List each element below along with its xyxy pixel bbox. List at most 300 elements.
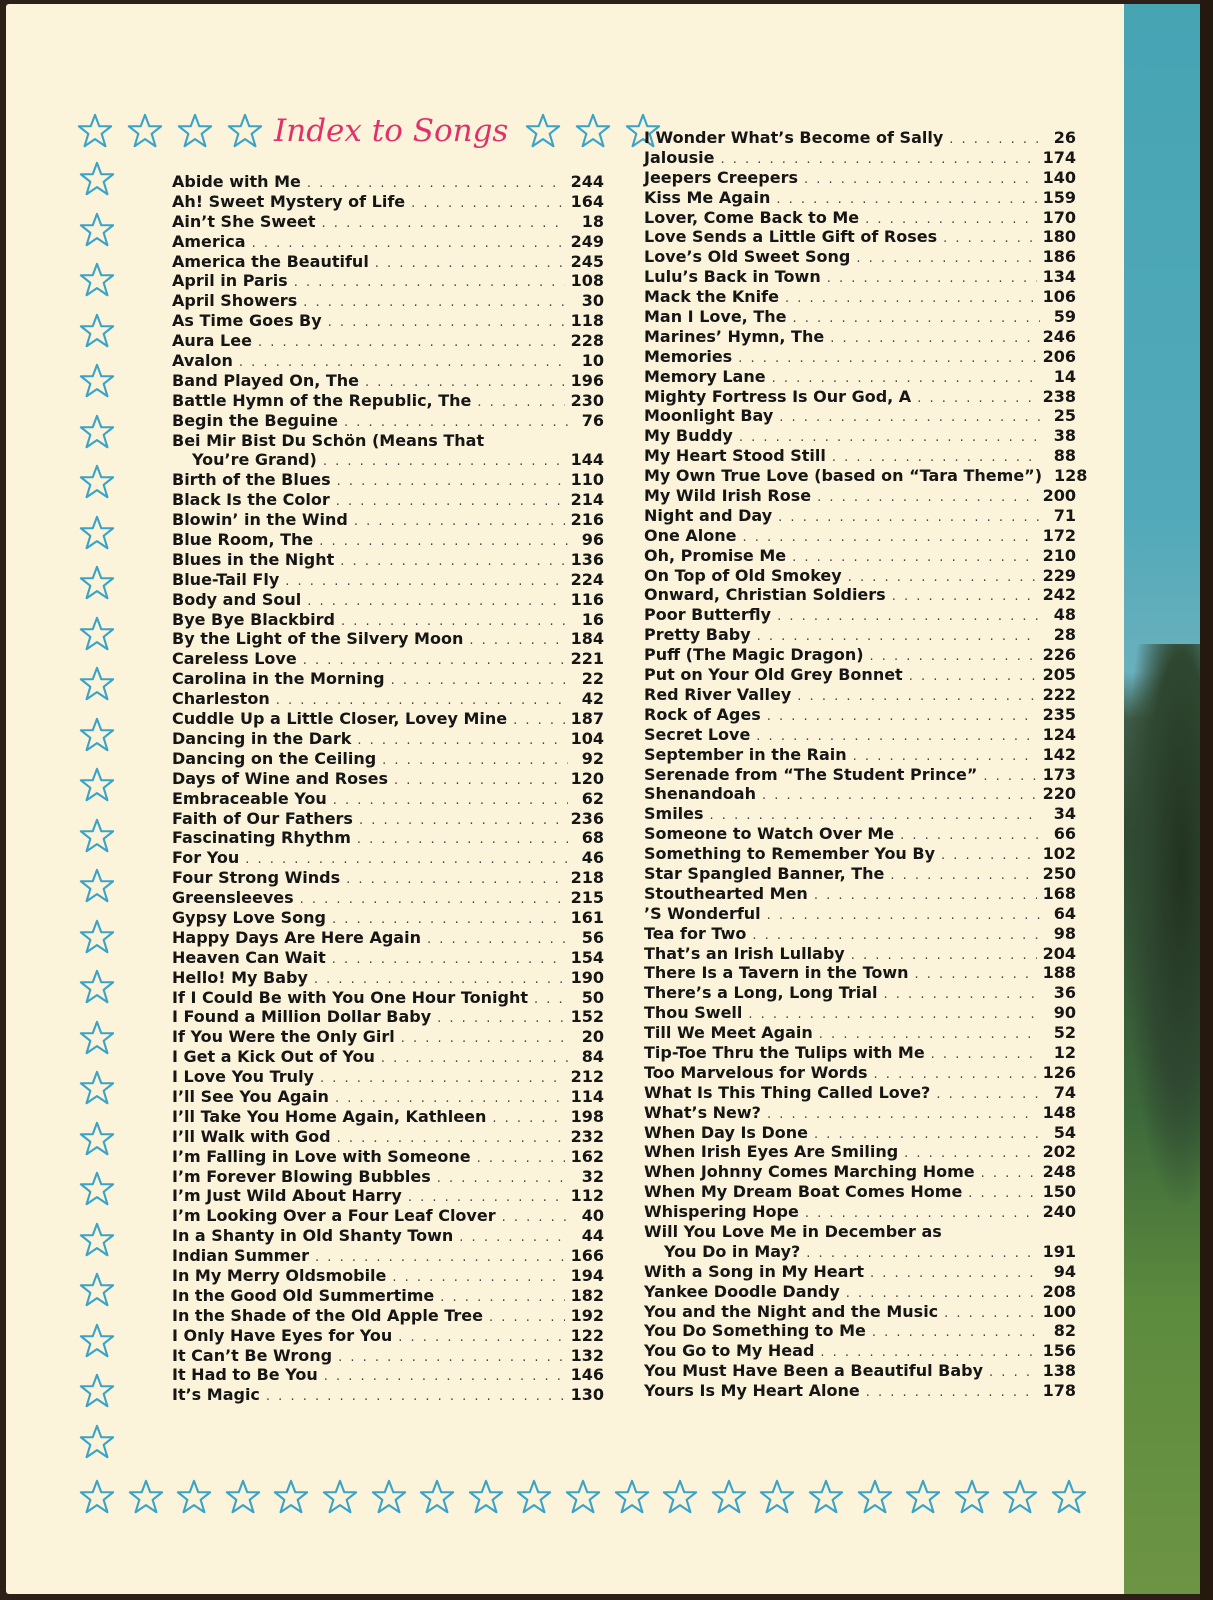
index-entry	[644, 1123, 1076, 1143]
song-title: Kiss Me Again	[644, 187, 771, 207]
index-entry	[172, 1246, 604, 1266]
song-title: On Top of Old Smokey	[644, 565, 842, 585]
song-title: Avalon	[172, 351, 233, 371]
index-entry	[644, 1023, 1076, 1043]
page-number: 146	[570, 1365, 604, 1385]
page-number: 124	[1042, 724, 1076, 744]
index-entry	[172, 769, 604, 789]
index-entry	[172, 1365, 604, 1385]
star-icon	[524, 112, 562, 150]
song-title: Lover, Come Back to Me	[644, 207, 860, 227]
dot-leader	[357, 731, 564, 751]
song-title: Put on Your Old Grey Bonnet	[644, 665, 903, 685]
song-title: Night and Day	[644, 505, 773, 525]
index-entry	[172, 570, 604, 590]
page-number: 240	[1042, 1202, 1076, 1222]
page-number: 98	[1053, 923, 1076, 943]
index-entry	[172, 1326, 604, 1346]
dot-leader	[357, 830, 568, 850]
page-number: 248	[1042, 1162, 1076, 1182]
page-number: 142	[1042, 744, 1076, 764]
index-entry	[172, 1027, 604, 1047]
song-title: Oh, Promise Me	[644, 545, 787, 565]
index-entry	[644, 665, 1076, 685]
index-entry	[172, 192, 604, 212]
page-number: 138	[1042, 1361, 1076, 1381]
dot-leader	[943, 229, 1036, 249]
star-icon	[78, 665, 116, 703]
song-title: I’m Looking Over a Four Leaf Clover	[172, 1206, 496, 1226]
page-number: 218	[570, 868, 604, 888]
song-title: Love Sends a Little Gift of Roses	[644, 227, 938, 247]
page-number: 154	[570, 947, 604, 967]
page-number: 68	[581, 828, 604, 848]
star-icon	[467, 1478, 505, 1516]
page-number: 150	[1042, 1182, 1076, 1202]
star-icon	[78, 1271, 116, 1309]
index-entry	[172, 411, 604, 431]
index-entry	[644, 1142, 1076, 1162]
page-number: 36	[1053, 983, 1076, 1003]
song-title: Puff (The Magic Dragon)	[644, 645, 864, 665]
song-title: Bei Mir Bist Du Schön (Means That	[172, 430, 485, 450]
page-number: 136	[570, 549, 604, 569]
index-entry	[172, 1007, 604, 1027]
dot-leader	[398, 1328, 564, 1348]
page-number: 191	[1042, 1241, 1076, 1261]
song-title: My Own True Love (based on “Tara Theme”)	[644, 466, 1043, 486]
index-entry	[644, 367, 1076, 387]
page-number: 194	[570, 1265, 604, 1285]
index-entry	[644, 1063, 1076, 1083]
dot-leader	[944, 1304, 1036, 1324]
page-number: 187	[570, 709, 604, 729]
index-entry	[172, 291, 604, 311]
dot-leader	[502, 1208, 568, 1228]
page-number: 110	[570, 470, 604, 490]
page-number: 52	[1053, 1023, 1076, 1043]
dot-leader	[856, 249, 1036, 269]
bottom-star-border	[78, 1478, 1118, 1518]
page-number: 182	[570, 1285, 604, 1305]
index-entry	[172, 789, 604, 809]
page-number: 38	[1053, 426, 1076, 446]
index-entry	[172, 709, 604, 729]
song-title: America the Beautiful	[172, 251, 369, 271]
dot-leader	[319, 532, 568, 552]
page-title: Index to Songs	[274, 113, 509, 149]
song-title: Gypsy Love Song	[172, 907, 326, 927]
song-title: Jeepers Creepers	[644, 167, 798, 187]
star-icon	[613, 1478, 651, 1516]
page-number: 200	[1042, 486, 1076, 506]
index-entry	[172, 450, 604, 470]
dot-leader	[890, 866, 1036, 886]
page-number: 71	[1053, 505, 1076, 525]
page-number: 180	[1042, 227, 1076, 247]
index-page	[6, 4, 1206, 1594]
page-number: 122	[570, 1325, 604, 1345]
dot-leader	[936, 1085, 1040, 1105]
song-title: Tip-Toe Thru the Tulips with Me	[644, 1042, 925, 1062]
index-entry	[644, 1282, 1076, 1302]
index-entry	[644, 1242, 1076, 1262]
song-title: Thou Swell	[644, 1003, 743, 1023]
page-number: 30	[581, 291, 604, 311]
left-star-border	[78, 160, 118, 1480]
index-entry	[172, 1087, 604, 1107]
dot-leader	[785, 289, 1037, 309]
page-number: 215	[570, 888, 604, 908]
star-icon	[126, 112, 164, 150]
index-entry	[172, 590, 604, 610]
index-entry	[644, 506, 1076, 526]
page-number: 238	[1042, 386, 1076, 406]
page-number: 205	[1042, 665, 1076, 685]
song-title: In the Shade of the Old Apple Tree	[172, 1305, 483, 1325]
page-number: 204	[1042, 943, 1076, 963]
song-title: Rock of Ages	[644, 704, 761, 724]
star-icon	[807, 1478, 845, 1516]
star-icon	[78, 1120, 116, 1158]
index-entry	[172, 1167, 604, 1187]
song-title: Too Marvelous for Words	[644, 1062, 868, 1082]
star-icon	[78, 1372, 116, 1410]
index-entry	[644, 387, 1076, 407]
dot-leader	[294, 273, 565, 293]
index-entry	[644, 566, 1076, 586]
index-entry	[644, 983, 1076, 1003]
page-number: 166	[570, 1246, 604, 1266]
dot-leader	[870, 1264, 1040, 1284]
song-title: September in the Rain	[644, 744, 847, 764]
dot-leader	[513, 711, 564, 731]
index-entry	[644, 824, 1076, 844]
index-entry	[172, 669, 604, 689]
song-title: If I Could Be with You One Hour Tonight	[172, 987, 528, 1007]
dot-leader	[767, 906, 1040, 926]
index-entry	[644, 148, 1076, 168]
dot-leader	[469, 631, 564, 651]
star-icon	[78, 362, 116, 400]
dot-leader	[941, 846, 1037, 866]
song-title: I Get a Kick Out of You	[172, 1047, 375, 1067]
song-title: Shenandoah	[644, 784, 756, 804]
page-number: 221	[570, 649, 604, 669]
page-number: 210	[1042, 545, 1076, 565]
dot-leader	[866, 1383, 1037, 1403]
page-number: 214	[570, 490, 604, 510]
index-entry	[644, 526, 1076, 546]
song-title: Blues in the Night	[172, 549, 335, 569]
index-entry	[172, 1346, 604, 1366]
song-title: Black Is the Color	[172, 490, 330, 510]
song-title: Something to Remember You By	[644, 844, 936, 864]
index-entry	[172, 271, 604, 291]
index-entry	[172, 1047, 604, 1067]
index-entry	[172, 510, 604, 530]
song-title: Poor Butterfly	[644, 605, 772, 625]
page-number: 236	[570, 808, 604, 828]
page-number: 186	[1042, 247, 1076, 267]
dot-leader	[340, 552, 564, 572]
star-icon	[1050, 1478, 1088, 1516]
song-title: Ain’t She Sweet	[172, 211, 316, 231]
index-entry	[644, 725, 1076, 745]
page-number: 28	[1053, 625, 1076, 645]
index-entry	[644, 784, 1076, 804]
dot-leader	[346, 870, 565, 890]
song-title: Blue-Tail Fly	[172, 569, 280, 589]
index-entry	[172, 1107, 604, 1127]
page-number: 216	[570, 510, 604, 530]
song-title: For You	[172, 848, 240, 868]
index-entry	[644, 1182, 1076, 1202]
index-entry	[172, 431, 604, 451]
dot-leader	[778, 508, 1040, 528]
page-number: 235	[1042, 704, 1076, 724]
page-number: 249	[570, 231, 604, 251]
song-title: You Do Something to Me	[644, 1321, 866, 1341]
song-title: Serenade from “The Student Prince”	[644, 764, 978, 784]
index-entry	[644, 168, 1076, 188]
page-number: 120	[570, 768, 604, 788]
page-number: 40	[581, 1206, 604, 1226]
dot-leader	[477, 393, 564, 413]
index-entry	[644, 1043, 1076, 1063]
star-icon	[78, 1423, 116, 1461]
song-title: Carolina in the Morning	[172, 669, 385, 689]
star-icon	[1001, 1478, 1039, 1516]
song-title: Moonlight Bay	[644, 406, 774, 426]
star-icon	[78, 766, 116, 804]
dot-leader	[909, 667, 1037, 687]
song-title: As Time Goes By	[172, 311, 322, 331]
page-number: 66	[1053, 824, 1076, 844]
song-title: You and the Night and the Music	[644, 1301, 939, 1321]
index-entry	[172, 610, 604, 630]
song-title: Marines’ Hymn, The	[644, 326, 825, 346]
page-number: 94	[1053, 1261, 1076, 1281]
index-entry	[644, 1003, 1076, 1023]
index-entry	[172, 1226, 604, 1246]
star-icon	[78, 918, 116, 956]
page-number: 108	[570, 271, 604, 291]
page-number: 198	[570, 1106, 604, 1126]
dot-leader	[872, 1323, 1040, 1343]
song-title: I’m Forever Blowing Bubbles	[172, 1166, 431, 1186]
dot-leader	[338, 1348, 564, 1368]
dot-leader	[285, 572, 564, 592]
index-entry	[644, 247, 1076, 267]
dot-leader	[968, 1184, 1036, 1204]
dot-leader	[359, 811, 565, 831]
song-title: I’ll Take You Home Again, Kathleen	[172, 1106, 487, 1126]
star-icon	[175, 1478, 213, 1516]
index-entry	[172, 988, 604, 1008]
index-entry	[172, 928, 604, 948]
page-number: 229	[1042, 565, 1076, 585]
dot-leader	[381, 1049, 568, 1069]
page-number: 250	[1042, 863, 1076, 883]
page-number: 172	[1042, 525, 1076, 545]
dot-leader	[354, 512, 565, 532]
dot-leader	[884, 985, 1040, 1005]
page-number: 230	[570, 390, 604, 410]
index-entry	[172, 550, 604, 570]
dot-leader	[534, 990, 568, 1010]
song-title: Four Strong Winds	[172, 868, 341, 888]
index-entry	[644, 1381, 1076, 1401]
song-title: My Heart Stood Still	[644, 446, 826, 466]
song-title: Greensleeves	[172, 888, 294, 908]
page-number: 156	[1042, 1341, 1076, 1361]
dot-leader	[817, 488, 1037, 508]
song-title: Mighty Fortress Is Our God, A	[644, 386, 912, 406]
index-entry	[644, 1361, 1076, 1381]
song-title: Fascinating Rhythm	[172, 828, 351, 848]
song-title: In My Merry Oldsmobile	[172, 1265, 387, 1285]
dot-leader	[492, 1109, 564, 1129]
song-title: I Found a Million Dollar Baby	[172, 1007, 432, 1027]
song-title: Birth of the Blues	[172, 470, 331, 490]
dot-leader	[337, 472, 565, 492]
star-icon	[564, 1478, 602, 1516]
song-title: Yankee Doodle Dandy	[644, 1281, 840, 1301]
index-entry	[644, 307, 1076, 327]
page-number: 192	[570, 1305, 604, 1325]
dot-leader	[792, 309, 1040, 329]
dot-leader	[394, 771, 565, 791]
page-number: 148	[1042, 1102, 1076, 1122]
dot-leader	[489, 1308, 565, 1328]
page-number: 18	[581, 211, 604, 231]
song-title: I’ll See You Again	[172, 1086, 329, 1106]
dot-leader	[303, 293, 568, 313]
song-title: Till We Meet Again	[644, 1023, 813, 1043]
star-icon	[78, 261, 116, 299]
index-entry	[172, 252, 604, 272]
page-number: 202	[1042, 1142, 1076, 1162]
page-number: 244	[570, 172, 604, 191]
page-number: 74	[1053, 1082, 1076, 1102]
song-title: It’s Magic	[172, 1385, 260, 1405]
index-entry	[172, 649, 604, 669]
song-title: I Wonder What’s Become of Sally	[644, 128, 944, 147]
page-number: 26	[1053, 128, 1076, 147]
dot-leader	[437, 1009, 564, 1029]
index-entry	[644, 705, 1076, 725]
page-number: 134	[1042, 267, 1076, 287]
star-icon	[78, 716, 116, 754]
song-title: Happy Days Are Here Again	[172, 927, 421, 947]
dot-leader	[892, 587, 1037, 607]
star-icon	[321, 1478, 359, 1516]
index-entry	[644, 1162, 1076, 1182]
dot-leader	[983, 767, 1036, 787]
page-number: 190	[570, 967, 604, 987]
page-number: 242	[1042, 585, 1076, 605]
page-number: 104	[570, 728, 604, 748]
star-icon	[78, 1019, 116, 1057]
star-icon	[78, 1478, 116, 1516]
song-title: Blowin’ in the Wind	[172, 510, 348, 530]
index-entry	[172, 490, 604, 510]
star-icon	[78, 564, 116, 602]
star-icon	[78, 463, 116, 501]
index-entry	[172, 1266, 604, 1286]
dot-leader	[332, 950, 565, 970]
dot-leader	[989, 1363, 1037, 1383]
dot-leader	[477, 1149, 565, 1169]
index-entry	[644, 745, 1076, 765]
song-title: Red River Valley	[644, 684, 792, 704]
index-entry	[644, 347, 1076, 367]
star-icon	[418, 1478, 456, 1516]
song-title: It Can’t Be Wrong	[172, 1345, 333, 1365]
page-number: 54	[1053, 1122, 1076, 1142]
index-entry	[172, 371, 604, 391]
song-title: My Wild Irish Rose	[644, 486, 812, 506]
song-title: Careless Love	[172, 649, 297, 669]
star-icon	[224, 1478, 262, 1516]
dot-leader	[827, 269, 1037, 289]
song-title: Tea for Two	[644, 923, 747, 943]
song-title: Heaven Can Wait	[172, 947, 326, 967]
index-entry	[172, 848, 604, 868]
index-entry	[644, 963, 1076, 983]
song-list-left	[172, 172, 604, 1405]
page-number: 46	[581, 848, 604, 868]
title-row	[76, 108, 656, 154]
star-icon	[370, 1478, 408, 1516]
song-title: Jalousie	[644, 147, 715, 167]
index-entry	[644, 1202, 1076, 1222]
song-title: With a Song in My Heart	[644, 1261, 864, 1281]
index-entry	[172, 1186, 604, 1206]
index-entry	[172, 311, 604, 331]
song-title: You Do in May?	[664, 1241, 801, 1261]
page-number: 232	[570, 1126, 604, 1146]
index-entry	[644, 1083, 1076, 1103]
page-number: 82	[1053, 1321, 1076, 1341]
song-title: Stouthearted Men	[644, 883, 808, 903]
index-entry	[172, 948, 604, 968]
page-number: 222	[1042, 684, 1076, 704]
page-number: 220	[1042, 784, 1076, 804]
dot-leader	[779, 408, 1040, 428]
star-icon	[127, 1478, 165, 1516]
page-number: 144	[570, 450, 604, 470]
page-number: 22	[581, 669, 604, 689]
song-title: Aura Lee	[172, 331, 252, 351]
page-number: 62	[581, 788, 604, 808]
index-entry	[172, 1306, 604, 1326]
page-number: 76	[581, 410, 604, 430]
index-entry	[172, 1127, 604, 1147]
page-number: 20	[581, 1027, 604, 1047]
page-number: 228	[570, 331, 604, 351]
dot-leader	[743, 528, 1037, 548]
page-number: 10	[581, 351, 604, 371]
dot-leader	[915, 965, 1037, 985]
page-number: 128	[1054, 466, 1088, 486]
index-entry	[172, 212, 604, 232]
star-icon	[78, 160, 116, 198]
dot-leader	[437, 1169, 568, 1189]
index-entry	[644, 625, 1076, 645]
index-entry	[172, 331, 604, 351]
